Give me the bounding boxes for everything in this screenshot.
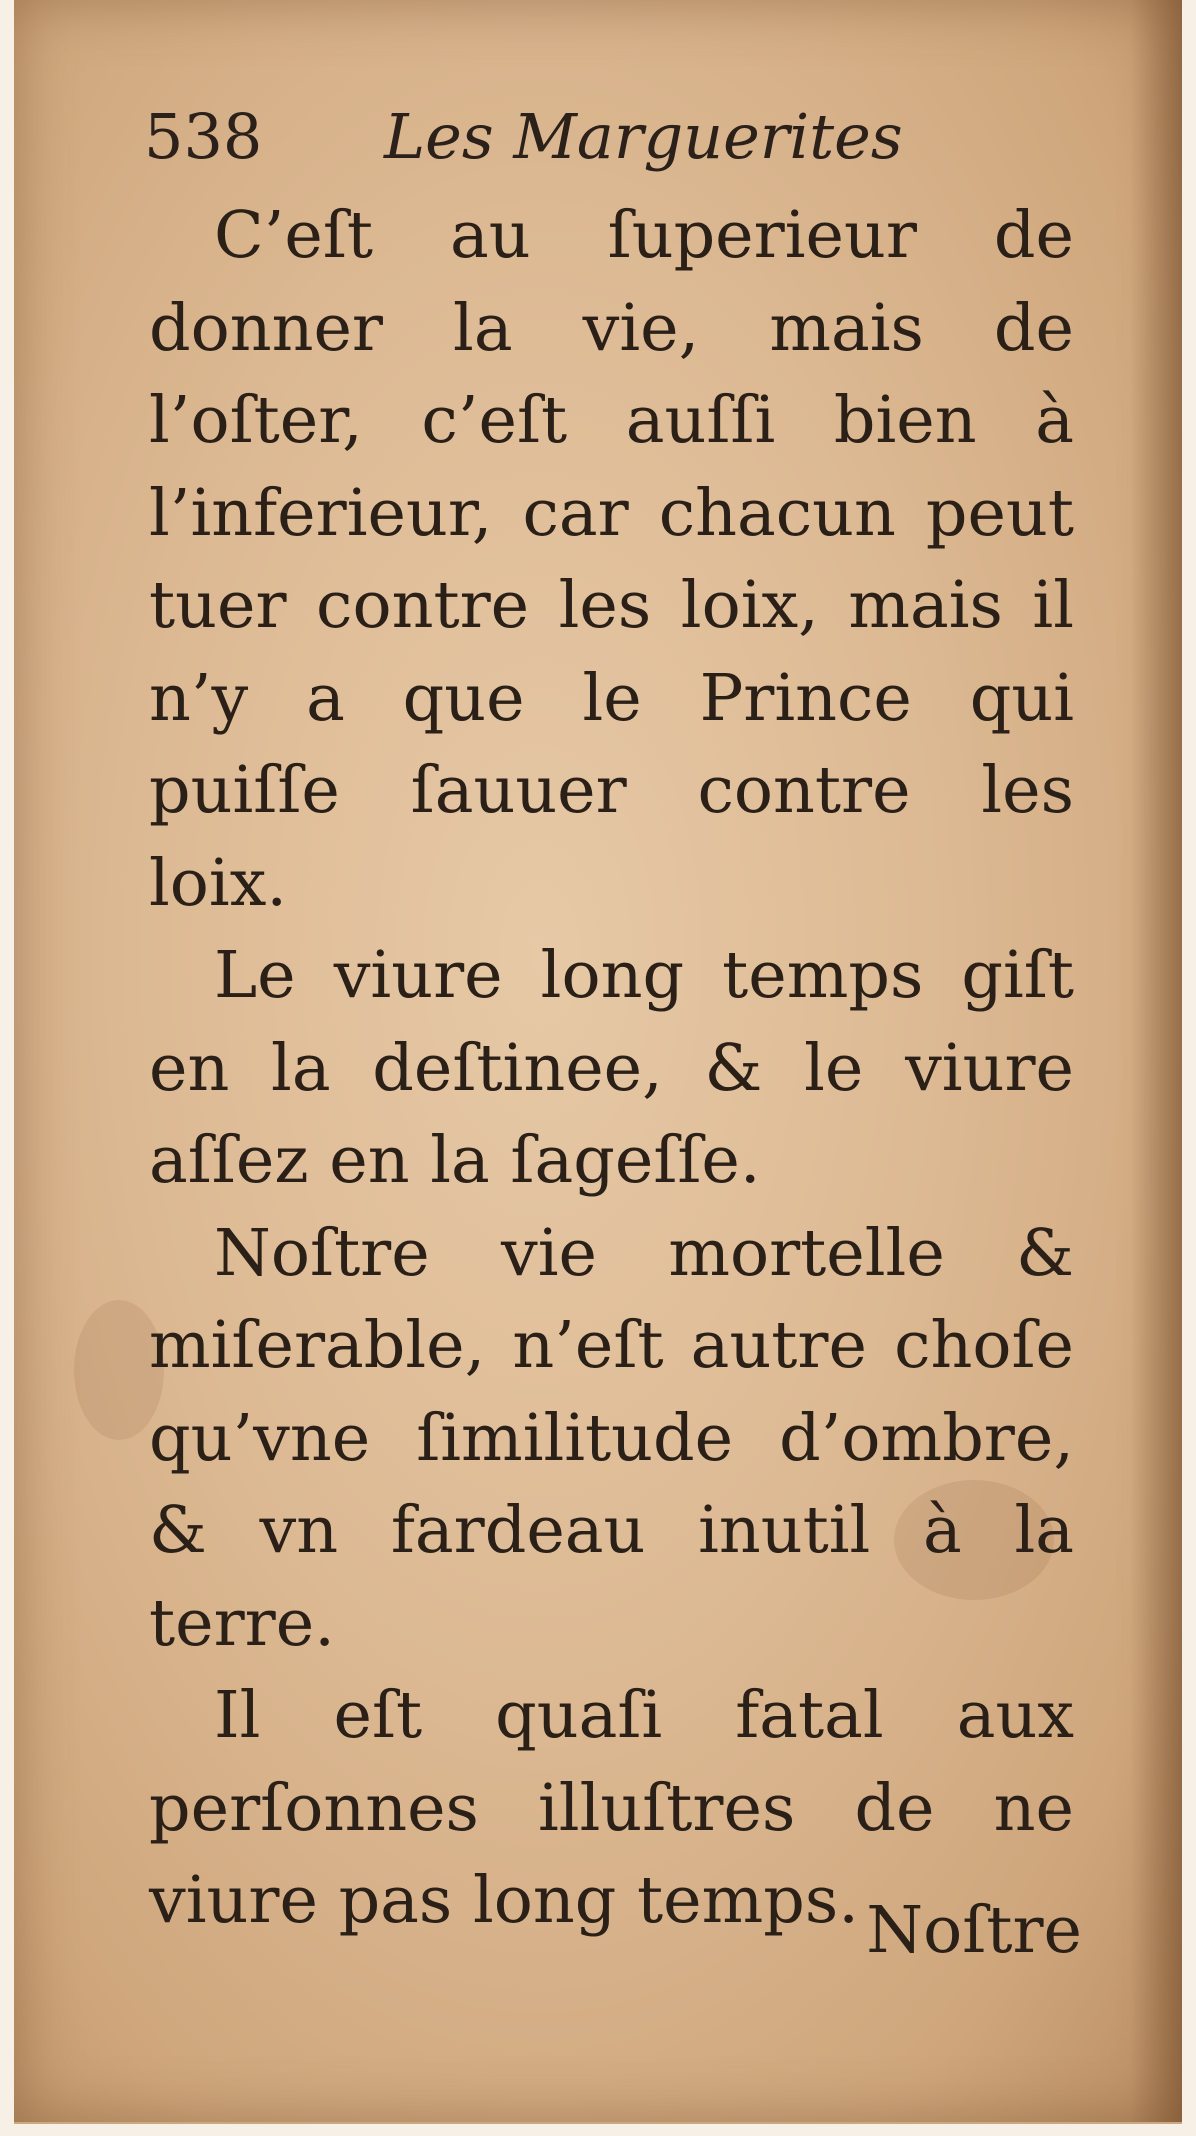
paragraph: Le viure long temps giſt en la deſtinee, & le viure aſſez en la ſageſſe. [149, 938, 1074, 1198]
page-number: 538 [144, 100, 263, 173]
book-page [14, 0, 1182, 2124]
paragraph: C’eſt au ſuperieur de donner la vie, mais de l’oſter, c’eſt auſſi bien à l’inferieur, car chacun peut tuer contre les loix, mais il n’y a que le Prince qui puiſſe ſauuer contre les loix. [149, 198, 1074, 921]
page-gutter-shadow [1130, 0, 1182, 2122]
page-header [134, 92, 1034, 182]
body-text [149, 190, 1074, 1948]
paragraph: Noſtre vie mortelle & miſerable, n’eſt autre choſe qu’vne ſimilitude d’ombre, & vn fardeau inutil à la terre. [149, 1215, 1074, 1661]
catchword: Noſtre [866, 1893, 1082, 1968]
paragraph: Il eſt quaſi fatal aux perſonnes illuſtres de ne viure pas long temps. [149, 1678, 1074, 1938]
running-title: Les Marguerites [384, 100, 903, 173]
